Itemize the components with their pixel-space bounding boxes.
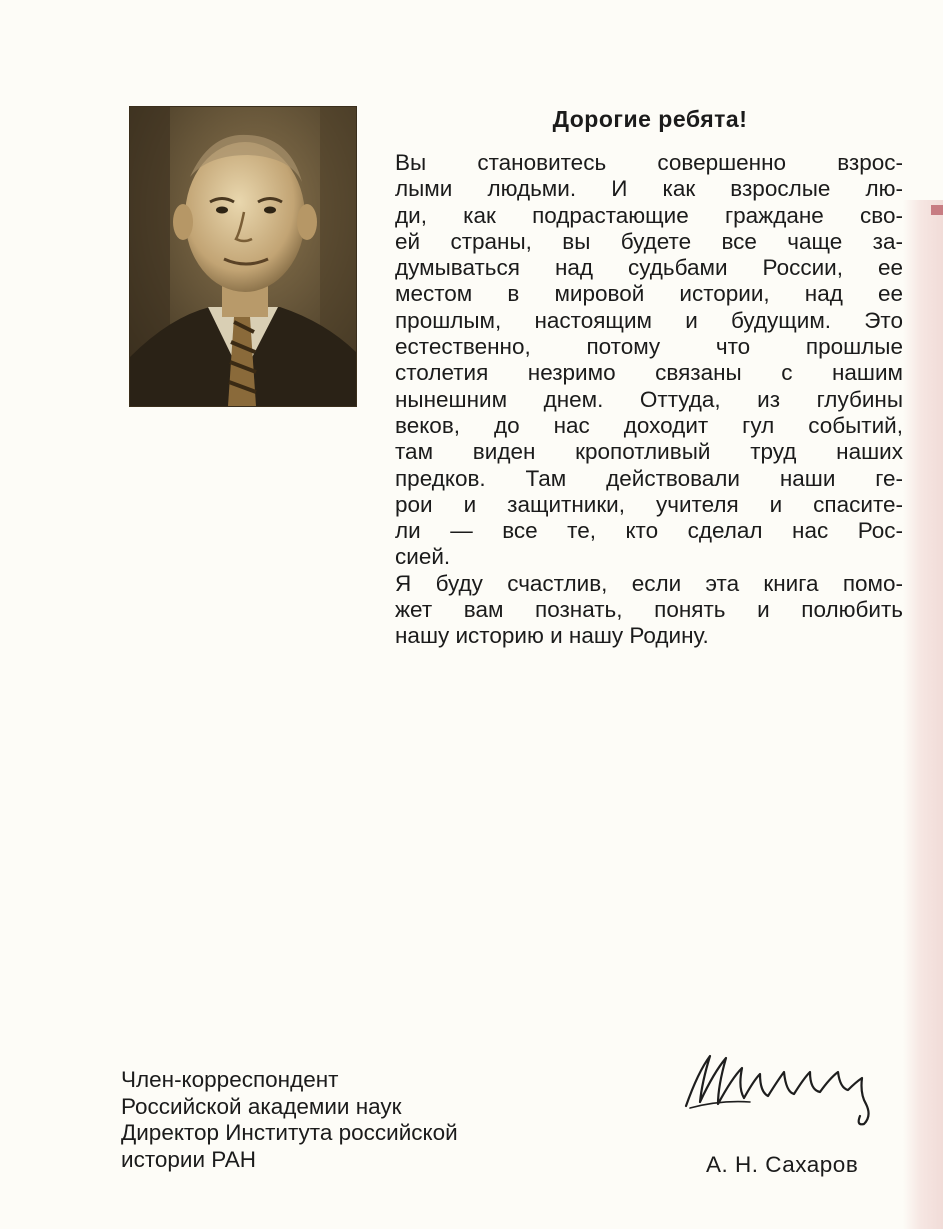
- handwritten-signature: [680, 1042, 895, 1132]
- letter-line: Я буду счастлив, если эта книга помо-: [395, 570, 903, 596]
- letter-line: веков, до нас доходит гул событий,: [395, 412, 903, 438]
- letter-line: прошлым, настоящим и будущим. Это: [395, 307, 903, 333]
- letter-line: там виден кропотливый труд наших: [395, 439, 903, 465]
- letter-line: ей страны, вы будете все чаще за-: [395, 228, 903, 254]
- letter-line: предков. Там действовали наши ге-: [395, 465, 903, 491]
- letter-line: сией.: [395, 544, 451, 570]
- letter-heading: Дорогие ребята!: [552, 106, 748, 132]
- letter-line: рои и защитники, учителя и спасите-: [395, 491, 903, 517]
- letter-line: ли — все те, кто сделал нас Рос-: [395, 518, 903, 544]
- letter-line: жет вам познать, понять и полюбить: [395, 597, 903, 623]
- letter-line: Вы становитесь совершенно взрос-: [395, 150, 903, 175]
- credentials-line: Член-корреспондент: [121, 1067, 339, 1092]
- author-portrait: [129, 106, 357, 407]
- letter-line: столетия незримо связаны с нашим: [395, 360, 903, 386]
- page-edge-mark: [931, 205, 943, 215]
- credentials-line: Российской академии наук: [121, 1093, 402, 1119]
- letter-body: [395, 150, 903, 650]
- letter-line: лыми людьми. И как взрослые лю-: [395, 176, 903, 202]
- letter-line: нынешним днем. Оттуда, из глубины: [395, 386, 903, 412]
- credentials-line: Директор Института российской: [121, 1120, 458, 1145]
- letter-line: естественно, потому что прошлые: [395, 334, 903, 360]
- author-credentials: [121, 1067, 458, 1173]
- letter-line: ди, как подрастающие граждане сво-: [395, 202, 903, 228]
- letter-line: местом в мировой истории, над ее: [395, 281, 903, 307]
- author-name: А. Н. Сахаров: [706, 1152, 859, 1177]
- letter-line: думываться над судьбами России, ее: [395, 255, 903, 281]
- credentials-line: истории РАН: [121, 1146, 257, 1172]
- page-edge-shadow: [903, 200, 943, 1229]
- letter-line: нашу историю и нашу Родину.: [395, 623, 709, 649]
